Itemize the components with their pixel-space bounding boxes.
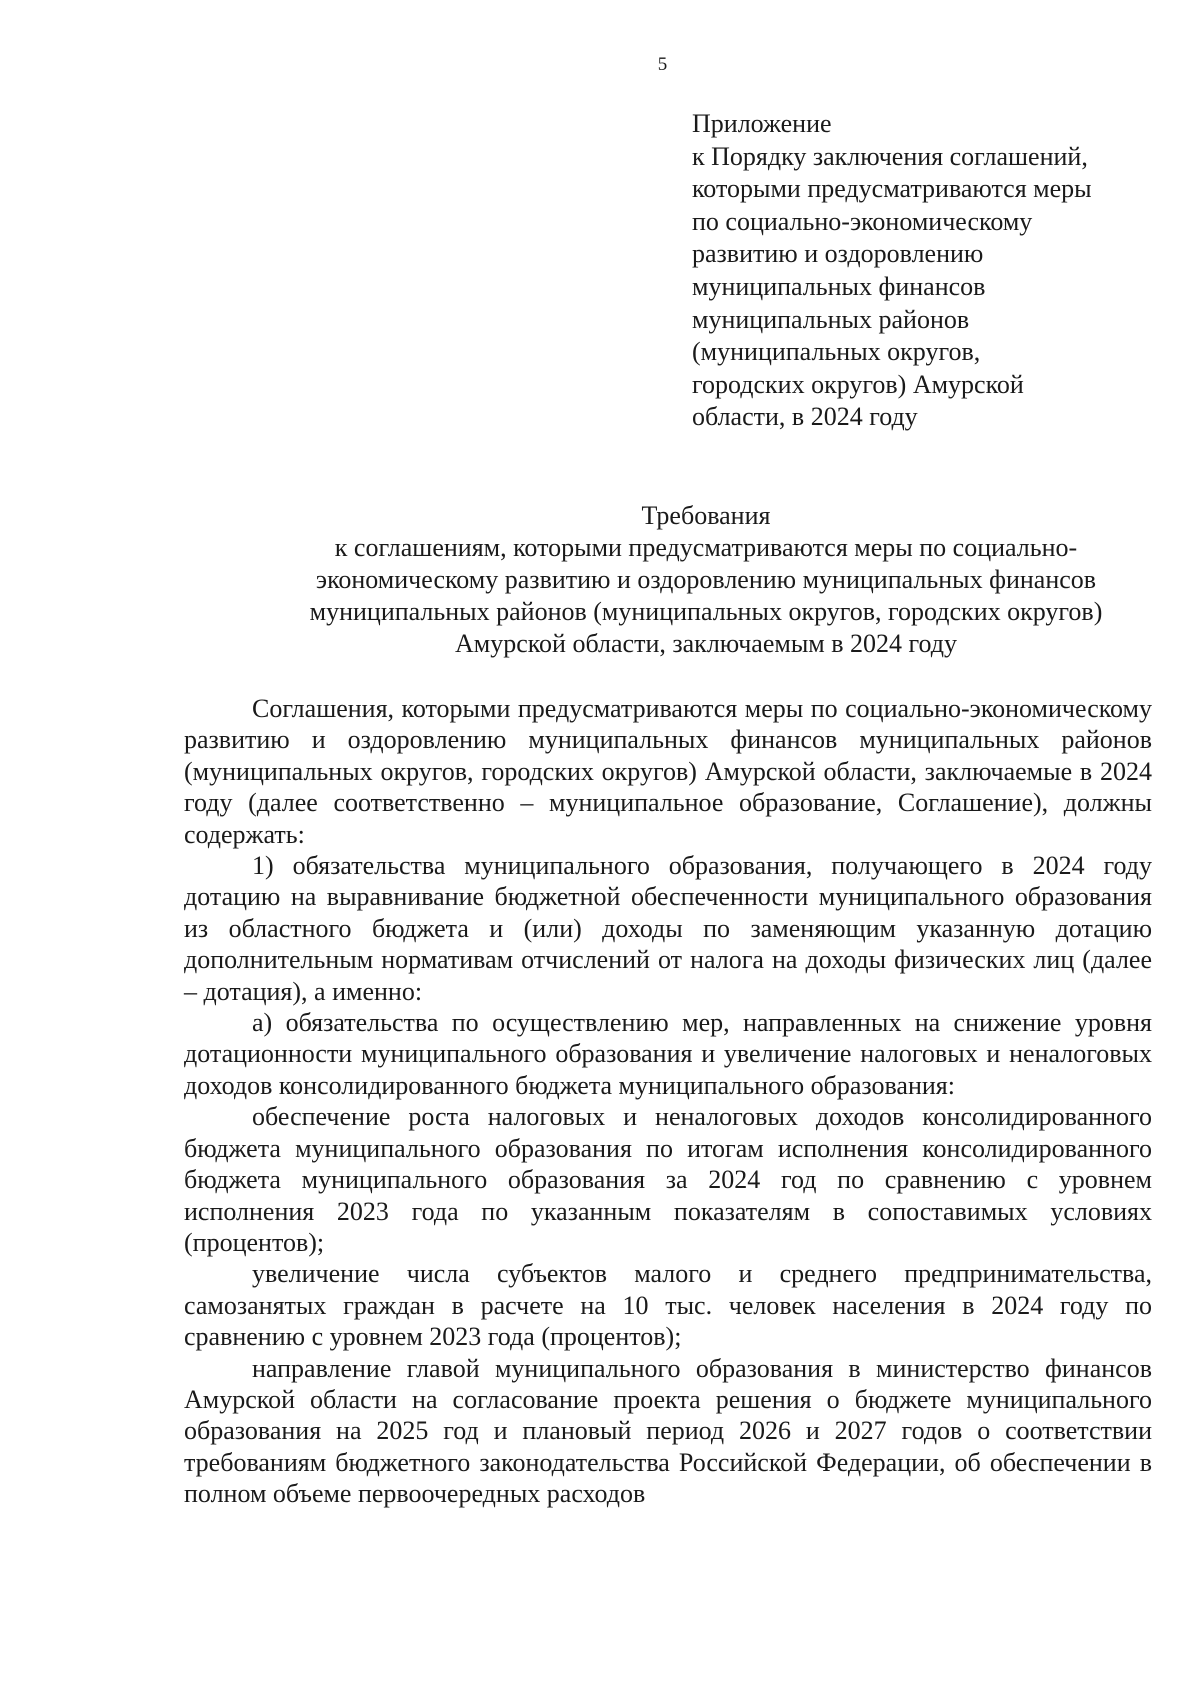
body-paragraph: увеличение числа субъектов малого и среднего предпринимательства, самозанятых граждан в расчете на 10 тыс. человек населения в 2024 году по сравнению с уровнем 2023 года (процентов); <box>184 1259 1152 1352</box>
document-subtitle-line: экономическому развитию и оздоровлению муниципальных финансов <box>315 565 1097 594</box>
appendix-line: развитию и оздоровлению <box>692 239 984 269</box>
page-number: 5 <box>657 54 668 75</box>
body-paragraph: обеспечение роста налоговых и неналоговых доходов консолидированного бюджета муниципального образования по итогам исполнения консолидированного бюджета муниципального образования за 2024 год по сравнению с уровнем исполнения 2023 года по указанным показателям в сопоставимых условиях (процентов); <box>184 1102 1152 1257</box>
appendix-note <box>692 108 1192 434</box>
document-title: Требования <box>641 501 771 530</box>
document-title-block <box>180 500 1200 660</box>
document-subtitle-line: муниципальных районов (муниципальных округов, городских округов) <box>309 597 1103 626</box>
appendix-line: которыми предусматриваются меры <box>692 174 1092 204</box>
appendix-line: муниципальных районов <box>692 304 970 334</box>
appendix-line: муниципальных финансов <box>692 271 986 301</box>
document-body <box>184 693 1152 1510</box>
appendix-line: (муниципальных округов, <box>692 337 981 367</box>
body-paragraph: а) обязательства по осуществлению мер, направленных на снижение уровня дотационности муниципального образования и увеличение налоговых и неналоговых доходов консолидированного бюджета муниципального образования: <box>184 1008 1152 1100</box>
document-subtitle-line: к соглашениям, которыми предусматриваются меры по социально- <box>334 533 1078 562</box>
appendix-line: к Порядку заключения соглашений, <box>692 141 1088 171</box>
appendix-line: области, в 2024 году <box>692 402 918 432</box>
body-paragraph: направление главой муниципального образования в министерство финансов Амурской области на согласование проекта решения о бюджете муниципального образования на 2025 год и плановый период 2026 и 2027 годов о соответствии требованиям бюджетного законодательства Российской Федерации, об обеспечении в полном объеме первоочередных расходов <box>184 1353 1152 1509</box>
body-paragraph: Соглашения, которыми предусматриваются меры по социально-экономическому развитию и оздоровлению муниципальных финансов муниципальных районов (муниципальных округов, городских округов) Амурской области, заключаемые в 2024 году (далее соответственно – муниципальное образование, Соглашение), должны содержать: <box>184 694 1152 849</box>
appendix-line: по социально-экономическому <box>692 206 1033 236</box>
body-paragraph: 1) обязательства муниципального образования, получающего в 2024 году дотацию на выравнивание бюджетной обеспеченности муниципального образования из областного бюджета и (или) доходы по заменяющим указанную дотацию дополнительным нормативам отчислений от налога на доходы физических лиц (далее – дотация), а именно: <box>184 851 1152 1006</box>
appendix-line: Приложение <box>692 109 832 138</box>
document-subtitle-line: Амурской области, заключаемым в 2024 году <box>454 629 958 658</box>
appendix-line: городских округов) Амурской <box>692 369 1024 399</box>
